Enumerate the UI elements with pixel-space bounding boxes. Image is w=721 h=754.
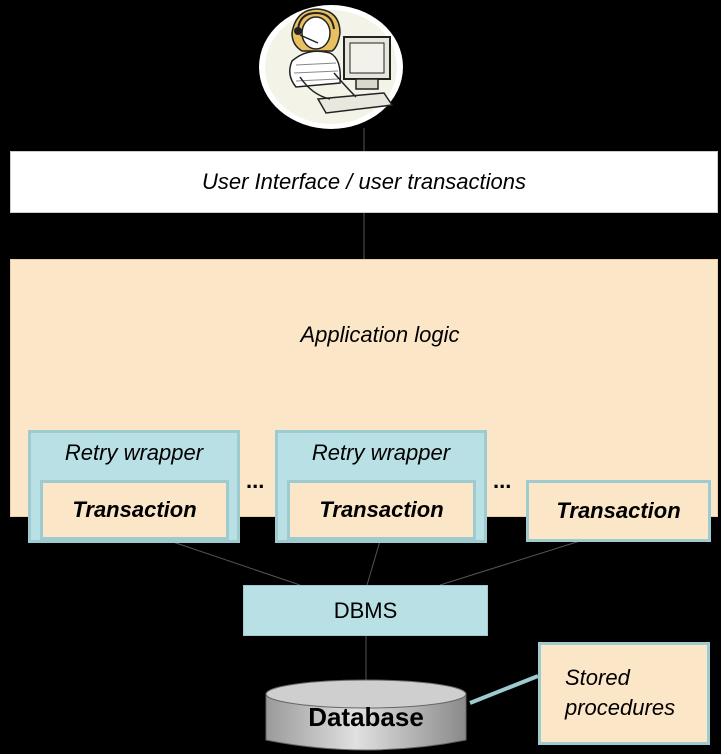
db-to-sp-line [470, 676, 538, 703]
retry-wrapper-1-label: Retry wrapper [64, 440, 204, 465]
stored-procedures-line-2: procedures [565, 695, 676, 720]
txn2-to-dbms-line [367, 541, 380, 585]
dbms-label: DBMS [333, 597, 398, 623]
retry-wrapper-2-label: Retry wrapper [311, 440, 451, 465]
transaction-3 [526, 480, 711, 542]
retry-wrapper-1 [28, 430, 240, 543]
transaction-1 [40, 480, 229, 540]
stored-procedures-box [538, 642, 710, 745]
user-at-computer-icon [256, 3, 406, 130]
ellipsis-2: ... [493, 468, 512, 493]
stored-procedures-line-1: Stored [565, 665, 630, 690]
txn3-to-dbms-line [440, 541, 580, 585]
transaction-3-label: Transaction [556, 498, 681, 523]
ellipsis-1: ... [246, 468, 265, 493]
transaction-1-label: Transaction [72, 497, 197, 522]
transaction-2 [287, 480, 476, 540]
dbms-box [243, 585, 488, 636]
user-interface-layer [10, 151, 718, 213]
transaction-2-label: Transaction [319, 497, 444, 522]
retry-wrapper-2 [275, 430, 487, 543]
application-logic-label: Application logic [300, 322, 460, 347]
user-interface-label: User Interface / user transactions [201, 169, 527, 194]
txn1-to-dbms-line [170, 541, 300, 585]
database-label: Database [308, 702, 424, 732]
